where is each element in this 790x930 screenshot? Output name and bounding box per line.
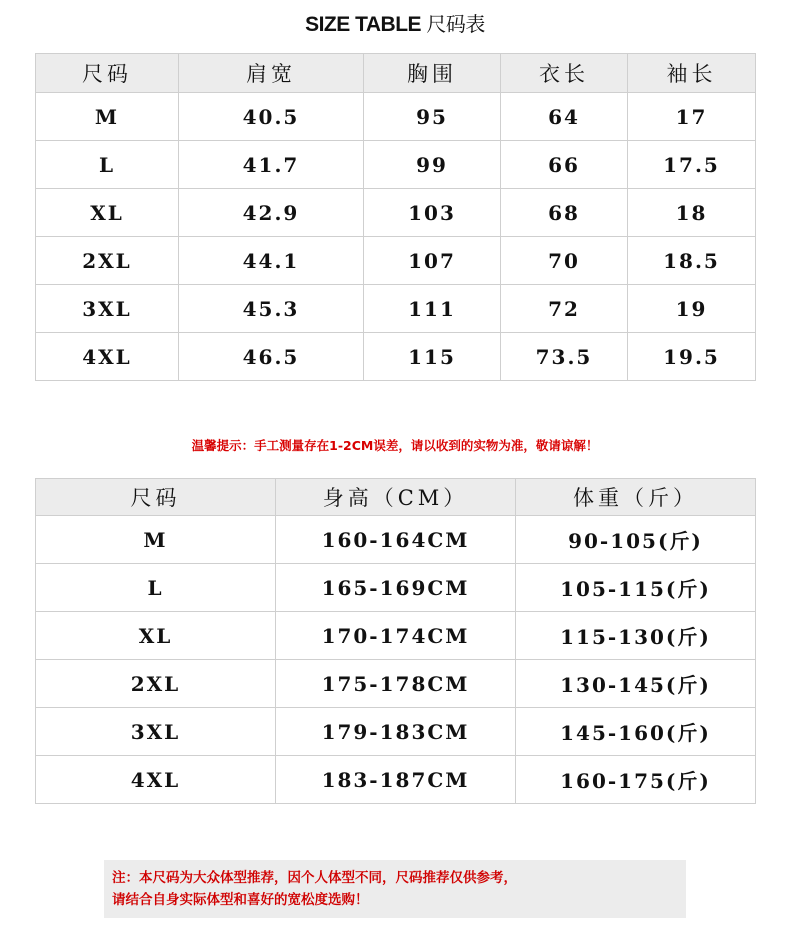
- cell-size: XL: [36, 189, 179, 237]
- cell-size: 2XL: [36, 660, 276, 708]
- cell-size: XL: [36, 612, 276, 660]
- cell-size: 3XL: [36, 285, 179, 333]
- cell-weight: 105-115(斤): [516, 564, 756, 612]
- cell-size: 4XL: [36, 333, 179, 381]
- cell-length: 73.5: [501, 333, 628, 381]
- cell-height: 160-164CM: [276, 516, 516, 564]
- table-row: [36, 564, 756, 612]
- header-size: 尺码: [36, 479, 276, 516]
- cell-sleeve: 19: [628, 285, 756, 333]
- title-cn: 尺码表: [426, 14, 485, 36]
- cell-height: 179-183CM: [276, 708, 516, 756]
- cell-height: 170-174CM: [276, 612, 516, 660]
- cell-chest: 111: [364, 285, 501, 333]
- cell-size: 3XL: [36, 708, 276, 756]
- header-chest: 胸围: [364, 54, 501, 93]
- cell-height: 175-178CM: [276, 660, 516, 708]
- cell-weight: 90-105(斤): [516, 516, 756, 564]
- table-row: [36, 516, 756, 564]
- table-row: [36, 660, 756, 708]
- table-row: [36, 93, 756, 141]
- cell-sleeve: 19.5: [628, 333, 756, 381]
- cell-size: L: [36, 564, 276, 612]
- cell-height: 165-169CM: [276, 564, 516, 612]
- table-row: [36, 708, 756, 756]
- header-shoulder: 肩宽: [179, 54, 364, 93]
- cell-sleeve: 17: [628, 93, 756, 141]
- cell-size: 4XL: [36, 756, 276, 804]
- cell-length: 72: [501, 285, 628, 333]
- cell-size: L: [36, 141, 179, 189]
- cell-shoulder: 41.7: [179, 141, 364, 189]
- cell-chest: 107: [364, 237, 501, 285]
- cell-weight: 115-130(斤): [516, 612, 756, 660]
- measurement-tip: 温馨提示：手工测量存在1-2CM误差，请以收到的实物为准，敬请谅解！: [191, 438, 599, 453]
- note-line-1: 注：本尺码为大众体型推荐，因个人体型不同，尺码推荐仅供参考，: [112, 870, 517, 886]
- size-measurement-table: [35, 53, 756, 381]
- cell-weight: 130-145(斤): [516, 660, 756, 708]
- cell-chest: 95: [364, 93, 501, 141]
- cell-weight: 160-175(斤): [516, 756, 756, 804]
- table-header-row: [36, 479, 756, 516]
- table-row: [36, 756, 756, 804]
- table-row: [36, 333, 756, 381]
- note-line-2: 请结合自身实际体型和喜好的宽松度选购！: [112, 892, 369, 908]
- cell-sleeve: 18.5: [628, 237, 756, 285]
- table-header-row: [36, 54, 756, 93]
- cell-shoulder: 40.5: [179, 93, 364, 141]
- table-row: [36, 285, 756, 333]
- size-note: [104, 860, 686, 918]
- cell-shoulder: 45.3: [179, 285, 364, 333]
- table-row: [36, 189, 756, 237]
- cell-weight: 145-160(斤): [516, 708, 756, 756]
- cell-chest: 99: [364, 141, 501, 189]
- cell-length: 66: [501, 141, 628, 189]
- cell-length: 70: [501, 237, 628, 285]
- cell-size: M: [36, 93, 179, 141]
- cell-size: M: [36, 516, 276, 564]
- fit-recommendation-table: [35, 478, 756, 804]
- cell-chest: 103: [364, 189, 501, 237]
- header-weight: 体重（斤）: [516, 479, 756, 516]
- cell-sleeve: 17.5: [628, 141, 756, 189]
- table-row: [36, 237, 756, 285]
- table-row: [36, 141, 756, 189]
- table-row: [36, 612, 756, 660]
- cell-size: 2XL: [36, 237, 179, 285]
- header-size: 尺码: [36, 54, 179, 93]
- header-length: 衣长: [501, 54, 628, 93]
- cell-shoulder: 44.1: [179, 237, 364, 285]
- cell-shoulder: 46.5: [179, 333, 364, 381]
- cell-chest: 115: [364, 333, 501, 381]
- cell-length: 68: [501, 189, 628, 237]
- page-title: [0, 8, 790, 37]
- cell-shoulder: 42.9: [179, 189, 364, 237]
- cell-height: 183-187CM: [276, 756, 516, 804]
- cell-sleeve: 18: [628, 189, 756, 237]
- header-sleeve: 袖长: [628, 54, 756, 93]
- title-en: SIZE TABLE: [305, 13, 422, 36]
- header-height: 身高（CM）: [276, 479, 516, 516]
- cell-length: 64: [501, 93, 628, 141]
